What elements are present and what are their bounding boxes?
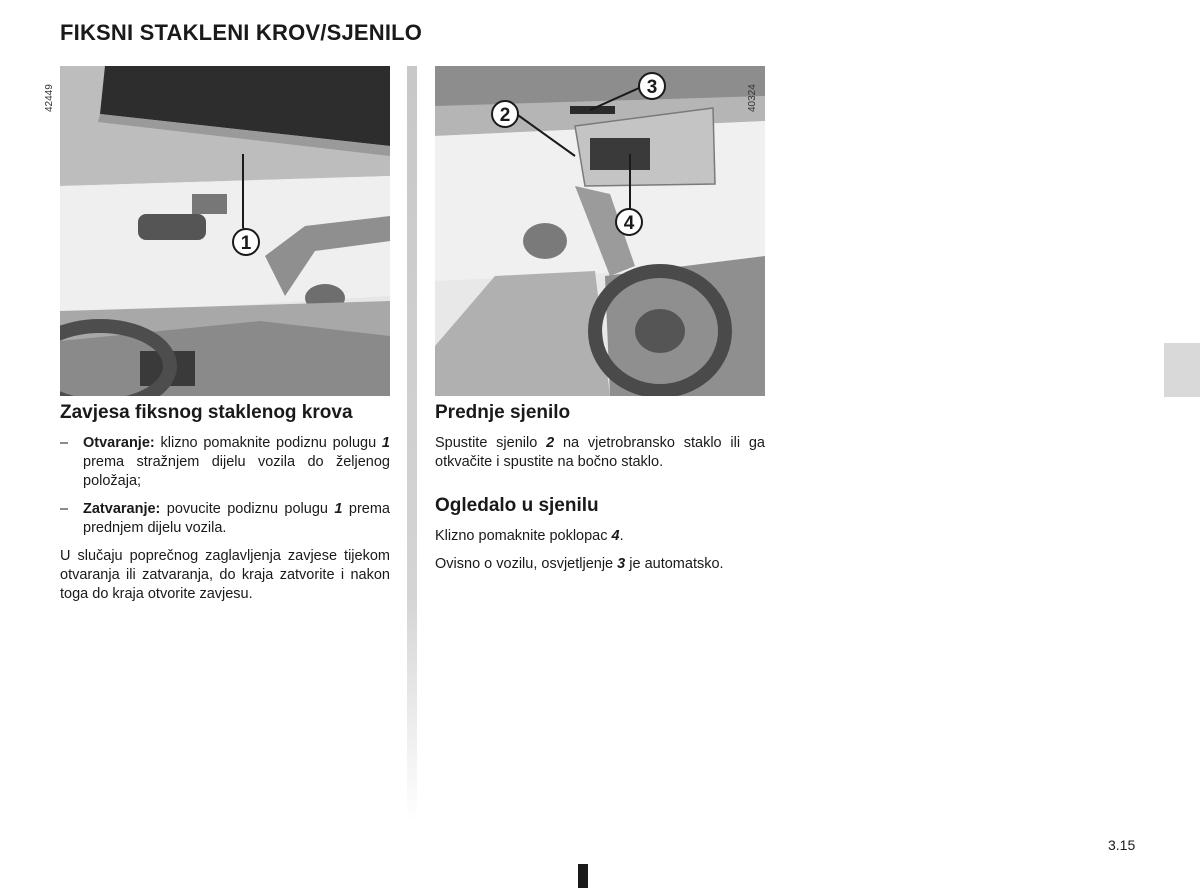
para-text: .	[619, 528, 624, 544]
para-text: je automatsko.	[625, 556, 724, 572]
para-text: Klizno pomaknite poklopac	[435, 528, 612, 544]
svg-text:4: 4	[623, 213, 635, 234]
item-text: klizno pomaknite podiznu polugu	[154, 435, 382, 451]
callout-4	[616, 209, 642, 235]
right-column	[435, 401, 765, 583]
sun-visor-illustration	[435, 66, 765, 396]
ref-number: 2	[546, 435, 555, 451]
list-dash: –	[60, 501, 69, 517]
item-label: Otvaranje:	[83, 435, 155, 451]
ref-number: 3	[617, 556, 626, 572]
page-mark	[578, 864, 588, 888]
paragraph-jam-note: U slučaju poprečnog zaglavljenja zavjese tijekom otvaranja ili zatvaranja, do kraja zatvorite i nakon toga do kraja otvorite zavjesu.	[60, 548, 390, 602]
ref-number: 1	[334, 501, 343, 517]
figure-reference-left: 42449	[44, 84, 55, 112]
ref-number: 1	[381, 435, 390, 451]
callout-2	[492, 101, 518, 127]
svg-text:2: 2	[499, 105, 511, 126]
column-divider	[407, 66, 417, 821]
page-number: 3.15	[1108, 837, 1136, 853]
callout-3	[639, 73, 665, 99]
chapter-tab	[1164, 343, 1200, 397]
paragraph-visor	[435, 434, 765, 472]
svg-text:3: 3	[646, 77, 658, 98]
item-text: prema stražnjem dijelu vozila do željenog položaja;	[83, 454, 390, 489]
para-text: na vjetrobransko staklo ili ga otkvačite i spustite na bočno staklo.	[435, 435, 765, 470]
para-text: Spustite sjenilo	[435, 435, 547, 451]
list-item-opening	[60, 434, 390, 491]
paragraph-lighting	[435, 555, 765, 574]
item-text: prema prednjem dijelu vozila.	[83, 501, 390, 536]
item-label: Zatvaranje:	[83, 501, 161, 517]
paragraph-mirror	[435, 527, 765, 546]
svg-text:1: 1	[240, 233, 252, 254]
callout-1	[233, 229, 259, 255]
item-text: povucite podiznu polugu	[160, 501, 335, 517]
list-item-closing	[60, 500, 390, 538]
section-heading-sun-visor: Prednje sjenilo	[435, 402, 571, 423]
ref-number: 4	[611, 528, 620, 544]
figure-reference-right: 40324	[747, 84, 758, 112]
list-dash: –	[60, 435, 69, 451]
sunroof-illustration	[60, 66, 390, 396]
para-text: Ovisno o vozilu, osvjetljenje	[435, 556, 618, 572]
section-heading-vanity-mirror: Ogledalo u sjenilu	[435, 495, 599, 516]
page-title: FIKSNI STAKLENI KROV/SJENILO	[60, 20, 423, 45]
left-column	[60, 401, 390, 613]
section-heading-roof-blind: Zavjesa fiksnog staklenog krova	[60, 402, 353, 423]
